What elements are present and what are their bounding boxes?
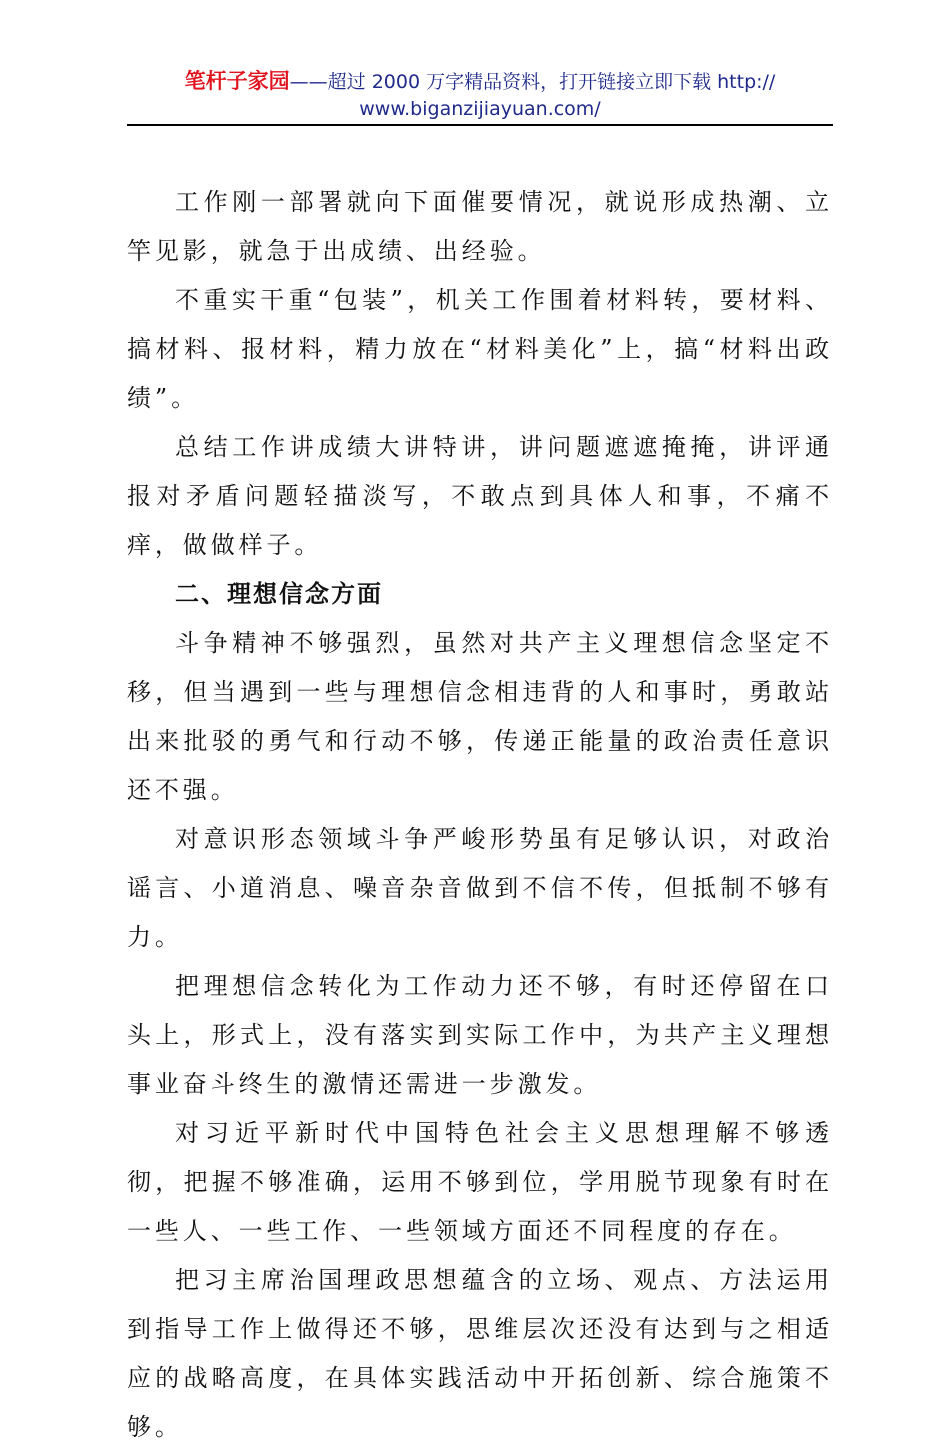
document-body [127,178,833,1452]
section-heading: 二、理想信念方面 [175,580,383,608]
header-url[interactable]: www.biganzijiayuan.com/ [359,98,601,120]
body-paragraph: 总结工作讲成绩大讲特讲，讲问题遮遮掩掩，讲评通报对矛盾问题轻描淡写，不敢点到具体人和事，不痛不痒，做做样子。 [127,433,833,559]
header-tagline: ——超过 2000 万字精品资料，打开链接立即下载 http:// [289,71,776,93]
brand-name: 笔杆子家园 [184,69,290,93]
body-paragraph: 对意识形态领域斗争严峻形势虽有足够认识，对政治谣言、小道消息、噪音杂音做到不信不传，但抵制不够有力。 [127,825,833,951]
body-paragraph: 把习主席治国理政思想蕴含的立场、观点、方法运用到指导工作上做得还不够，思维层次还没有达到与之相适应的战略高度，在具体实践活动中开拓创新、综合施策不够。 [127,1266,833,1441]
body-paragraph: 工作刚一部署就向下面催要情况，就说形成热潮、立竿见影，就急于出成绩、出经验。 [127,188,833,265]
header-divider [127,124,833,126]
body-paragraph: 斗争精神不够强烈，虽然对共产主义理想信念坚定不移，但当遇到一些与理想信念相违背的人和事时，勇敢站出来批驳的勇气和行动不够，传递正能量的政治责任意识还不强。 [127,629,833,804]
body-paragraph: 不重实干重“包装”，机关工作围着材料转，要材料、搞材料、报材料，精力放在“材料美化”上，搞“材料出政绩”。 [127,286,833,412]
body-paragraph: 把理想信念转化为工作动力还不够，有时还停留在口头上，形式上，没有落实到实际工作中，为共产主义理想事业奋斗终生的激情还需进一步激发。 [127,972,833,1098]
body-paragraph: 对习近平新时代中国特色社会主义思想理解不够透彻，把握不够准确，运用不够到位，学用脱节现象有时在一些人、一些工作、一些领域方面还不同程度的存在。 [127,1119,833,1245]
page-header [127,68,833,123]
